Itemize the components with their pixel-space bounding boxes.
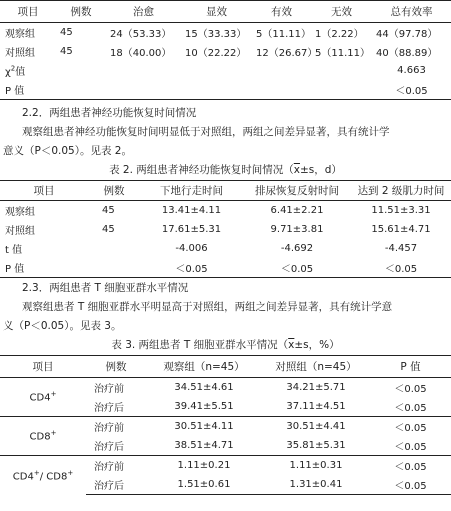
table-cell: -4.692 [280,243,314,254]
table-row [0,23,451,43]
column-header: 观察组（n=45） [146,356,262,378]
efficacy-table [0,0,451,100]
column-header: 项目 [0,1,56,23]
table-cell [88,258,140,278]
table-cell: 17.61±5.31 [161,224,222,235]
group-name: CD8 [29,431,51,443]
column-header: P 值 [370,356,451,378]
section-2-2 [0,104,451,180]
caption-text: 表 2. 两组患者神经功能恢复时间情况（ [109,164,294,176]
table-cell: 30.51±4.41 [262,417,370,437]
table-cell: 15.61±4.71 [371,224,431,235]
table-row [0,42,451,61]
chi-square-row [0,61,451,80]
table-cell: 34.51±4.61 [174,382,234,393]
paragraph-line: 观察组患者神经功能恢复时间明显低于对照组，两组之间差异显著，具有统计学 [22,126,390,138]
table-cell: 9.71±3.81 [270,224,324,235]
p-value-label: P 值 [0,80,56,100]
table-cell: 38.51±4.71 [174,440,234,451]
table-cell: ＜0.05 [394,442,427,453]
table3-caption [0,336,451,355]
table2-caption [0,161,451,180]
table-cell: 44（97.78） [376,29,438,40]
section-2-3 [0,279,451,355]
table-cell: 1.51±0.61 [146,475,262,495]
p-value-row [0,80,451,100]
table-cell: 观察组 [5,207,35,218]
table-row [0,239,451,258]
group-superscript: + [50,390,57,399]
table-cell: 45 [60,27,73,38]
column-header: 排尿恢复反射时间 [243,181,351,201]
table-cell: 治疗前 [86,456,146,476]
table-cell: 12（26.67） [256,48,318,59]
table-cell: 13.41±4.11 [161,205,222,216]
table-cell: 5（11.11） [256,29,311,40]
group-superscript: + [50,429,57,438]
chi-symbol: χ [5,67,11,78]
table-cell: 观察组 [5,29,35,40]
column-header: 显效 [181,1,252,23]
t-cell-table-header [0,356,451,378]
efficacy-table-header [0,1,451,23]
column-header: 无效 [311,1,372,23]
paragraph-line: 义（P＜0.05）。见表 3。 [3,320,122,332]
group-label-cd8 [0,417,86,456]
table-cell: ＜0.05 [394,403,427,414]
table-row [0,378,451,398]
table-cell: 1（2.22） [315,29,364,40]
section-heading: 2.2．两组患者神经功能恢复时间情况 [22,107,197,119]
table-cell [88,239,140,258]
column-header: 治愈 [106,1,181,23]
table-cell: ＜0.05 [140,258,243,278]
table-cell: 6.41±2.21 [270,205,324,216]
table-cell: 治疗后 [94,442,124,453]
caption-xbar: $\overline{x}$ [293,164,300,176]
chi-suffix: 值 [15,67,26,78]
table-cell: t 值 [5,245,23,256]
table-cell: 45 [102,224,115,235]
table-cell: 对照组 [5,226,35,237]
group-name: CD4 [12,470,34,482]
table-cell: 10（22.22） [185,48,247,59]
table-cell: ＜0.05 [370,417,451,437]
column-header: 对照组（n=45） [262,356,370,378]
column-header: 项目 [0,356,86,378]
table-cell: 37.11±4.51 [286,401,346,412]
table-cell: 24（53.33） [110,29,172,40]
table-cell: 35.81±5.31 [286,440,346,451]
caption-text-end: ±s，%） [294,339,340,351]
table-cell: 40（88.89） [376,48,438,59]
section-heading: 2.3．两组患者 T 细胞亚群水平情况 [22,282,189,294]
table-cell: ＜0.05 [370,475,451,495]
chi-square-value: 4.663 [397,65,426,76]
table-cell: ＜0.05 [243,258,351,278]
table-cell: 34.21±5.71 [286,382,346,393]
caption-text: 表 3. 两组患者 T 细胞亚群水平情况（ [111,339,289,351]
paragraph-line: 观察组患者 T 细胞亚群水平明显高于对照组，两组之间差异显著，具有统计学意 [22,301,393,313]
table-cell: 5（11.11） [315,48,370,59]
table-cell: 1.11±0.21 [146,456,262,476]
table-cell: 39.41±5.51 [174,401,234,412]
table-cell: 15（33.33） [185,29,247,40]
table-cell: 治疗后 [94,403,124,414]
column-header: 例数 [88,181,140,201]
group-name-second: / CD8 [39,470,68,482]
chi-superscript: 2 [10,64,16,73]
table-row [0,258,451,278]
p-value: ＜0.05 [372,80,451,100]
table-cell: -4.006 [175,243,208,254]
table-cell: 45 [60,46,73,57]
caption-text-end: ±s，d） [299,164,342,176]
group-name: CD4 [29,392,51,404]
table-row [0,201,451,221]
table-cell: 1.31±0.41 [262,475,370,495]
table-cell: 45 [102,205,115,216]
table-cell: 11.51±3.31 [371,205,431,216]
paragraph-line: 意义（P＜0.05）。见表 2。 [3,145,132,157]
column-header: 例数 [56,1,106,23]
table-cell: 治疗前 [86,417,146,437]
caption-xbar: $\overline{x}$ [288,339,295,351]
table-cell: 治疗后 [86,475,146,495]
column-header: 下地行走时间 [140,181,243,201]
table-cell: ＜0.05 [370,456,451,476]
column-header: 总有效率 [372,1,451,23]
group-superscript: + [33,468,40,477]
recovery-table-header [0,181,451,201]
table-row [0,220,451,239]
column-header: 项目 [0,181,88,201]
t-cell-table [0,355,451,495]
table-cell: 对照组 [5,48,35,59]
table-row [0,417,451,437]
group-superscript-second: + [67,468,74,477]
table-row [0,456,451,476]
group-label-cd4-cd8-ratio [0,456,86,495]
table-cell: 1.11±0.31 [262,456,370,476]
table-cell: 18（40.00） [110,48,172,59]
group-label-cd4 [0,378,86,417]
table-cell: 30.51±4.11 [146,417,262,437]
table-cell: 治疗前 [94,384,124,395]
chi-square-label [0,61,56,80]
table-cell: ＜0.05 [351,258,451,278]
column-header: 有效 [252,1,311,23]
table-cell: -4.457 [384,243,418,254]
table-cell: P 值 [0,258,88,278]
column-header: 达到 2 级肌力时间 [351,181,451,201]
table-cell: ＜0.05 [394,384,427,395]
recovery-time-table [0,180,451,278]
column-header: 例数 [86,356,146,378]
